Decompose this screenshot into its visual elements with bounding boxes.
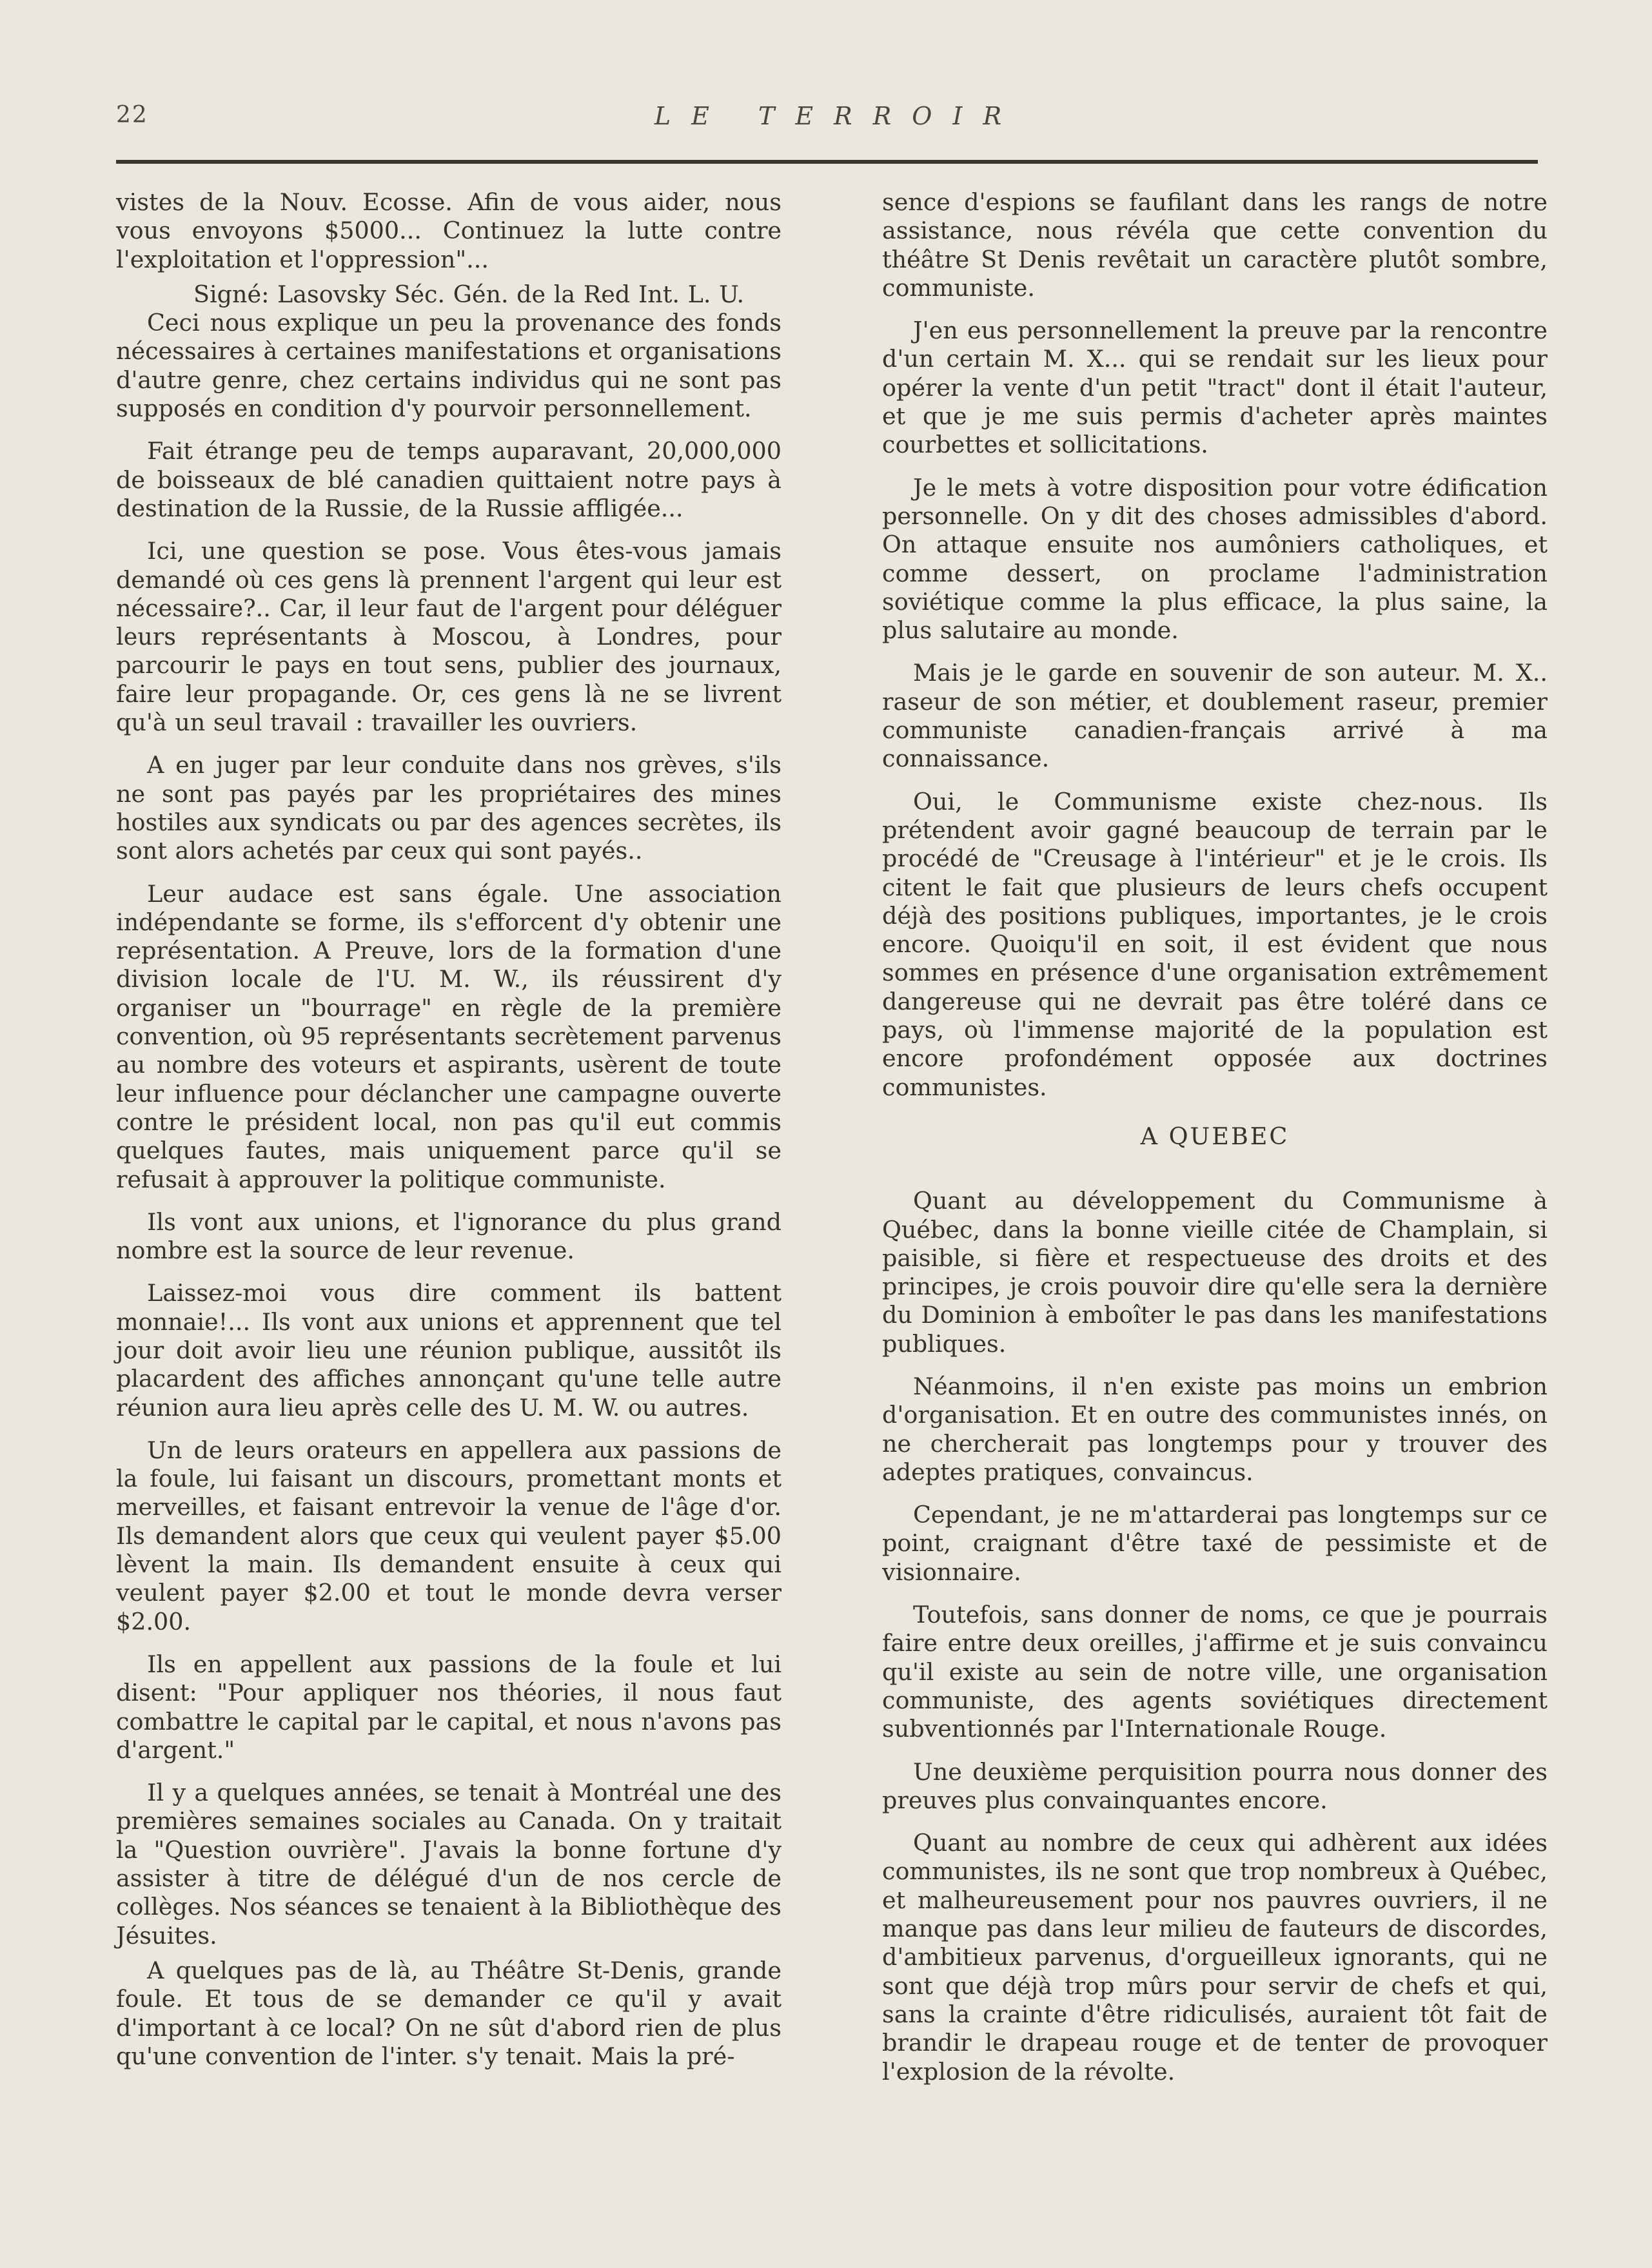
paragraph: Quant au développement du Communisme à Québec, dans la bonne vieille citée de Champlain, si paisible, si fière et respectueuse des droits et des principes, je crois pouvoir dire qu'elle sera la dernière du Dominion à emboîter le pas dans les manifestations publiques.	[882, 1187, 1548, 1358]
paragraph: A quelques pas de là, au Théâtre St-Denis, grande foule. Et tous de se demander ce qu'il y avait d'important à ce local? On ne sût d'abord rien de plus qu'une convention de l'inter. s'y tenait. Mais la pré-	[116, 1956, 782, 2070]
paragraph: Mais je le garde en souvenir de son auteur. M. X.. raseur de son métier, et doublement raseur, premier communiste canadien-français arrivé à ma connaissance.	[882, 659, 1548, 773]
page-number: 22	[116, 102, 148, 128]
paragraph: Quant au nombre de ceux qui adhèrent aux idées communistes, ils ne sont que trop nombreux à Québec, et malheureusement pour nos pauvres ouvriers, il ne manque pas dans leur milieu de fauteurs de discordes, d'ambitieux parvenus, d'orgueilleux ignorants, qui ne sont que déjà trop mûrs pour servir de chefs et qui, sans la crainte d'être ridiculisés, auraient tôt fait de brandir le drapeau rouge et de tenter de provoquer l'explosion de la révolte.	[882, 1829, 1548, 2086]
paragraph: Ici, une question se pose. Vous êtes-vous jamais demandé où ces gens là prennent l'argent qui leur est nécessaire?.. Car, il leur faut de l'argent pour déléguer leurs représentants à Moscou, à Londres, pour parcourir le pays en tout sens, publier des journaux, faire leur propagande. Or, ces gens là ne se livrent qu'à un seul travail : travailler les ouvriers.	[116, 537, 782, 737]
journal-title: LE TERROIR	[654, 102, 1023, 130]
paragraph: Ils vont aux unions, et l'ignorance du plus grand nombre est la source de leur revenue.	[116, 1207, 782, 1265]
signature-line: Signé: Lasovsky Séc. Gén. de la Red Int. L. U.	[193, 280, 745, 308]
paragraph: Laissez-moi vous dire comment ils battent monnaie!... Ils vont aux unions et apprennent que tel jour doit avoir lieu une réunion publique, aussitôt ils placardent des affiches annonçant qu'une telle autre réunion aura lieu après celle des U. M. W. ou autres.	[116, 1279, 782, 1422]
paragraph: sence d'espions se faufilant dans les rangs de notre assistance, nous révéla que cette convention du théâtre St Denis revêtait un caractère plutôt sombre, communiste.	[882, 188, 1548, 302]
paragraph: Oui, le Communisme existe chez-nous. Ils prétendent avoir gagné beaucoup de terrain par le procédé de "Creusage à l'intérieur" et je le crois. Ils citent le fait que plusieurs de leurs chefs occupent déjà des positions publiques, importantes, je le crois encore. Quoiqu'il en soit, il est évident que nous sommes en présence d'une organisation extrêmement dangereuse qui ne devrait pas être toléré dans ce pays, où l'immense majorité de la population est encore profondément opposée aux doctrines communistes.	[882, 787, 1548, 1101]
header-rule	[116, 160, 1538, 164]
section-heading: A QUEBEC	[1140, 1122, 1290, 1150]
page-header	[116, 102, 1535, 141]
paragraph: Ceci nous explique un peu la provenance des fonds nécessaires à certaines manifestations et organisations d'autre genre, chez certains individus qui ne sont pas supposés en condition d'y pourvoir personnellement.	[116, 309, 782, 423]
left-column	[116, 188, 782, 2085]
paragraph: Cependant, je ne m'attarderai pas longtemps sur ce point, craignant d'être taxé de pessimiste et de visionnaire.	[882, 1501, 1548, 1586]
paragraph: A en juger par leur conduite dans nos grèves, s'ils ne sont pas payés par les propriétaires des mines hostiles aux syndicats ou par des agences secrètes, ils sont alors achetés par ceux qui sont payés..	[116, 751, 782, 865]
paragraph: Je le mets à votre disposition pour votre édification personnelle. On y dit des choses admissibles d'abord. On attaque ensuite nos aumôniers catholiques, et comme dessert, on proclame l'administration soviétique comme la plus efficace, la plus saine, la plus salutaire au monde.	[882, 473, 1548, 645]
paragraph: Fait étrange peu de temps auparavant, 20,000,000 de boisseaux de blé canadien quittaient notre pays à destination de la Russie, de la Russie affligée...	[116, 437, 782, 522]
paragraph: Toutefois, sans donner de noms, ce que je pourrais faire entre deux oreilles, j'affirme et je suis convaincu qu'il existe au sein de notre ville, une organisation communiste, des agents soviétiques directement subventionnés par l'Internationale Rouge.	[882, 1601, 1548, 1743]
paragraph: Ils en appellent aux passions de la foule et lui disent: "Pour appliquer nos théories, il nous faut combattre le capital par le capital, et nous n'avons pas d'argent."	[116, 1650, 782, 1764]
paragraph: Leur audace est sans égale. Une association indépendante se forme, ils s'efforcent d'y obtenir une représentation. A Preuve, lors de la formation d'une division locale de l'U. M. W., ils réussirent d'y organiser un "bourrage" en règle de la première convention, où 95 représentants secrètement parvenus au nombre des voteurs et aspirants, usèrent de toute leur influence pour déclancher une campagne ouverte contre le président local, non pas qu'il eut commis quelques fautes, mais uniquement parce qu'il se refusait à approuver la politique communiste.	[116, 879, 782, 1193]
right-column	[882, 188, 1548, 2100]
paragraph: Néanmoins, il n'en existe pas moins un embrion d'organisation. Et en outre des communistes innés, on ne chercherait pas longtemps pour y trouver des adeptes pratiques, convaincus.	[882, 1372, 1548, 1486]
paragraph: J'en eus personnellement la preuve par la rencontre d'un certain M. X... qui se rendait sur les lieux pour opérer la vente d'un petit "tract" dont il était l'auteur, et que je me suis permis d'acheter après maintes courbettes et sollicitations.	[882, 317, 1548, 459]
paragraph: Un de leurs orateurs en appellera aux passions de la foule, lui faisant un discours, promettant monts et merveilles, et faisant entrevoir la venue de l'âge d'or. Ils demandent alors que ceux qui veulent payer $5.00 lèvent la main. Ils demandent ensuite à ceux qui veulent payer $2.00 et tout le monde devra verser $2.00.	[116, 1436, 782, 1636]
paragraph: vistes de la Nouv. Ecosse. Afin de vous aider, nous vous envoyons $5000... Continuez la lutte contre l'exploitation et l'oppression"...	[116, 188, 782, 273]
paragraph: Il y a quelques années, se tenait à Montréal une des premières semaines sociales au Canada. On y traitait la "Question ouvrière". J'avais la bonne fortune d'y assister à titre de délégué d'un de nos cercle de collèges. Nos séances se tenaient à la Bibliothèque des Jésuites.	[116, 1779, 782, 1950]
paragraph: Une deuxième perquisition pourra nous donner des preuves plus convainquantes encore.	[882, 1757, 1548, 1814]
